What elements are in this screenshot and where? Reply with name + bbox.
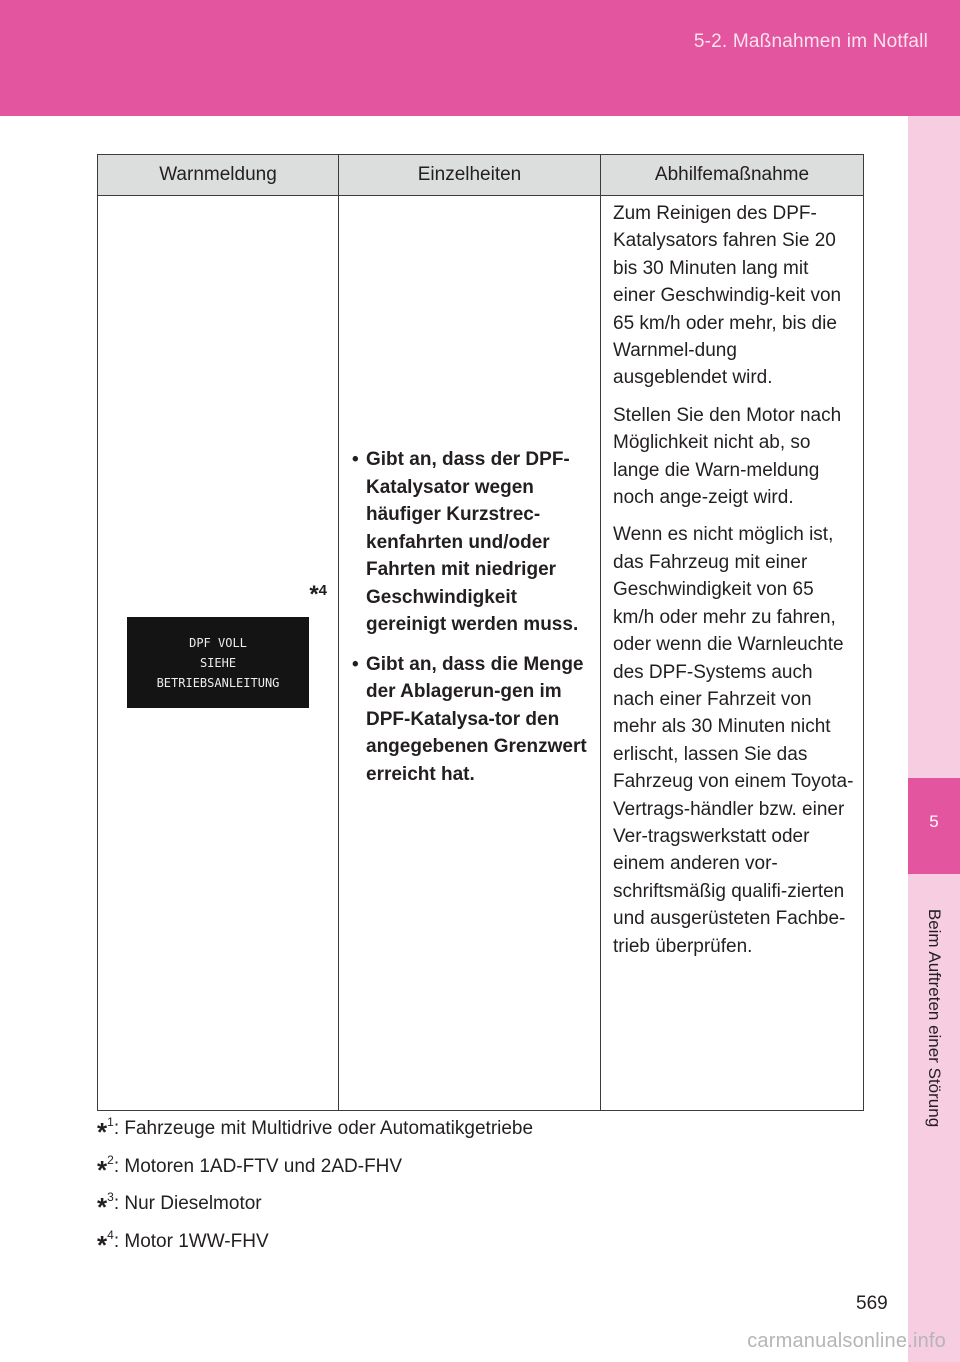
footnote: *$^1$: Fahrzeuge mit Multidrive oder Automatikgetriebe	[97, 1115, 534, 1147]
warning-table	[97, 154, 864, 1111]
dpf-warning-display	[127, 617, 309, 708]
remedy-paragraph: Stellen Sie den Motor nach Möglichkeit nicht ab, so lange die Warn-meldung noch ange-zeigt wird.	[613, 404, 842, 509]
remedy-paragraph: Wenn es nicht möglich ist, das Fahrzeug mit einer Geschwindigkeit von 65 km/h oder mehr zu fahren, oder wenn die Warnleuchte des DPF-Systems auch nach einer Fahrzeit von mehr als 30 Minuten nicht erlischt, lassen Sie das Fahrzeug von einem Toyota-Vertrags-händler bzw. einer Ver-tragswerkstatt oder einem anderen vor-schriftsmäßig qualifi-zierten und ausgerüsteten Fachbe-trieb überprüfen.	[613, 524, 854, 957]
footnote-reference: *4	[309, 581, 327, 608]
details-cell	[339, 196, 601, 1111]
watermark-link[interactable]: carmanualsonline.info	[747, 1330, 946, 1352]
display-line: DPF VOLL	[189, 635, 247, 650]
footnote: *$^2$: Motoren 1AD-FTV und 2AD-FHV	[97, 1152, 403, 1185]
remedy-cell	[601, 196, 864, 1111]
header-band	[0, 0, 960, 116]
footnotes	[97, 1109, 533, 1259]
page-number: 569	[856, 1293, 888, 1314]
details-item: • Gibt an, dass die Menge der Ablagerun-gen im DPF-Katalysa-tor den angegebenen Grenzwert erreicht hat.	[352, 653, 587, 785]
details-list	[339, 196, 600, 788]
display-line: BETRIEBSANLEITUNG	[156, 675, 280, 690]
section-title: 5-2. Maßnahmen im Notfall	[693, 31, 928, 52]
chapter-side-tab	[908, 116, 960, 1362]
remedy-paragraph: Zum Reinigen des DPF-Katalysators fahren Sie 20 bis 30 Minuten lang mit einer Geschwindig-keit von 65 km/h oder mehr, bis die Warnmel-dung ausgeblendet wird.	[613, 203, 842, 389]
table-header-row	[98, 155, 864, 196]
column-header-abhilfe: Abhilfemaßnahme	[601, 155, 864, 196]
table-row	[98, 196, 864, 1111]
footnote: *$^3$: Nur Dieselmotor	[97, 1190, 262, 1223]
footnote: *$^4$: Motor 1WW-FHV	[97, 1227, 269, 1260]
column-header-einzelheiten: Einzelheiten	[339, 155, 601, 196]
display-line: SIEHE	[199, 655, 237, 670]
warning-message-cell	[98, 196, 339, 1111]
column-header-warnmeldung: Warnmeldung	[98, 155, 339, 196]
chapter-label: Beim Auftreten einer Störung	[925, 908, 944, 1128]
chapter-number: 5	[929, 812, 939, 831]
details-item: • Gibt an, dass der DPF-Katalysator wegen häufiger Kurzstrec-kenfahrten und/oder Fahrten mit niedriger Geschwindigkeit gereinigt werden muss.	[352, 449, 579, 635]
